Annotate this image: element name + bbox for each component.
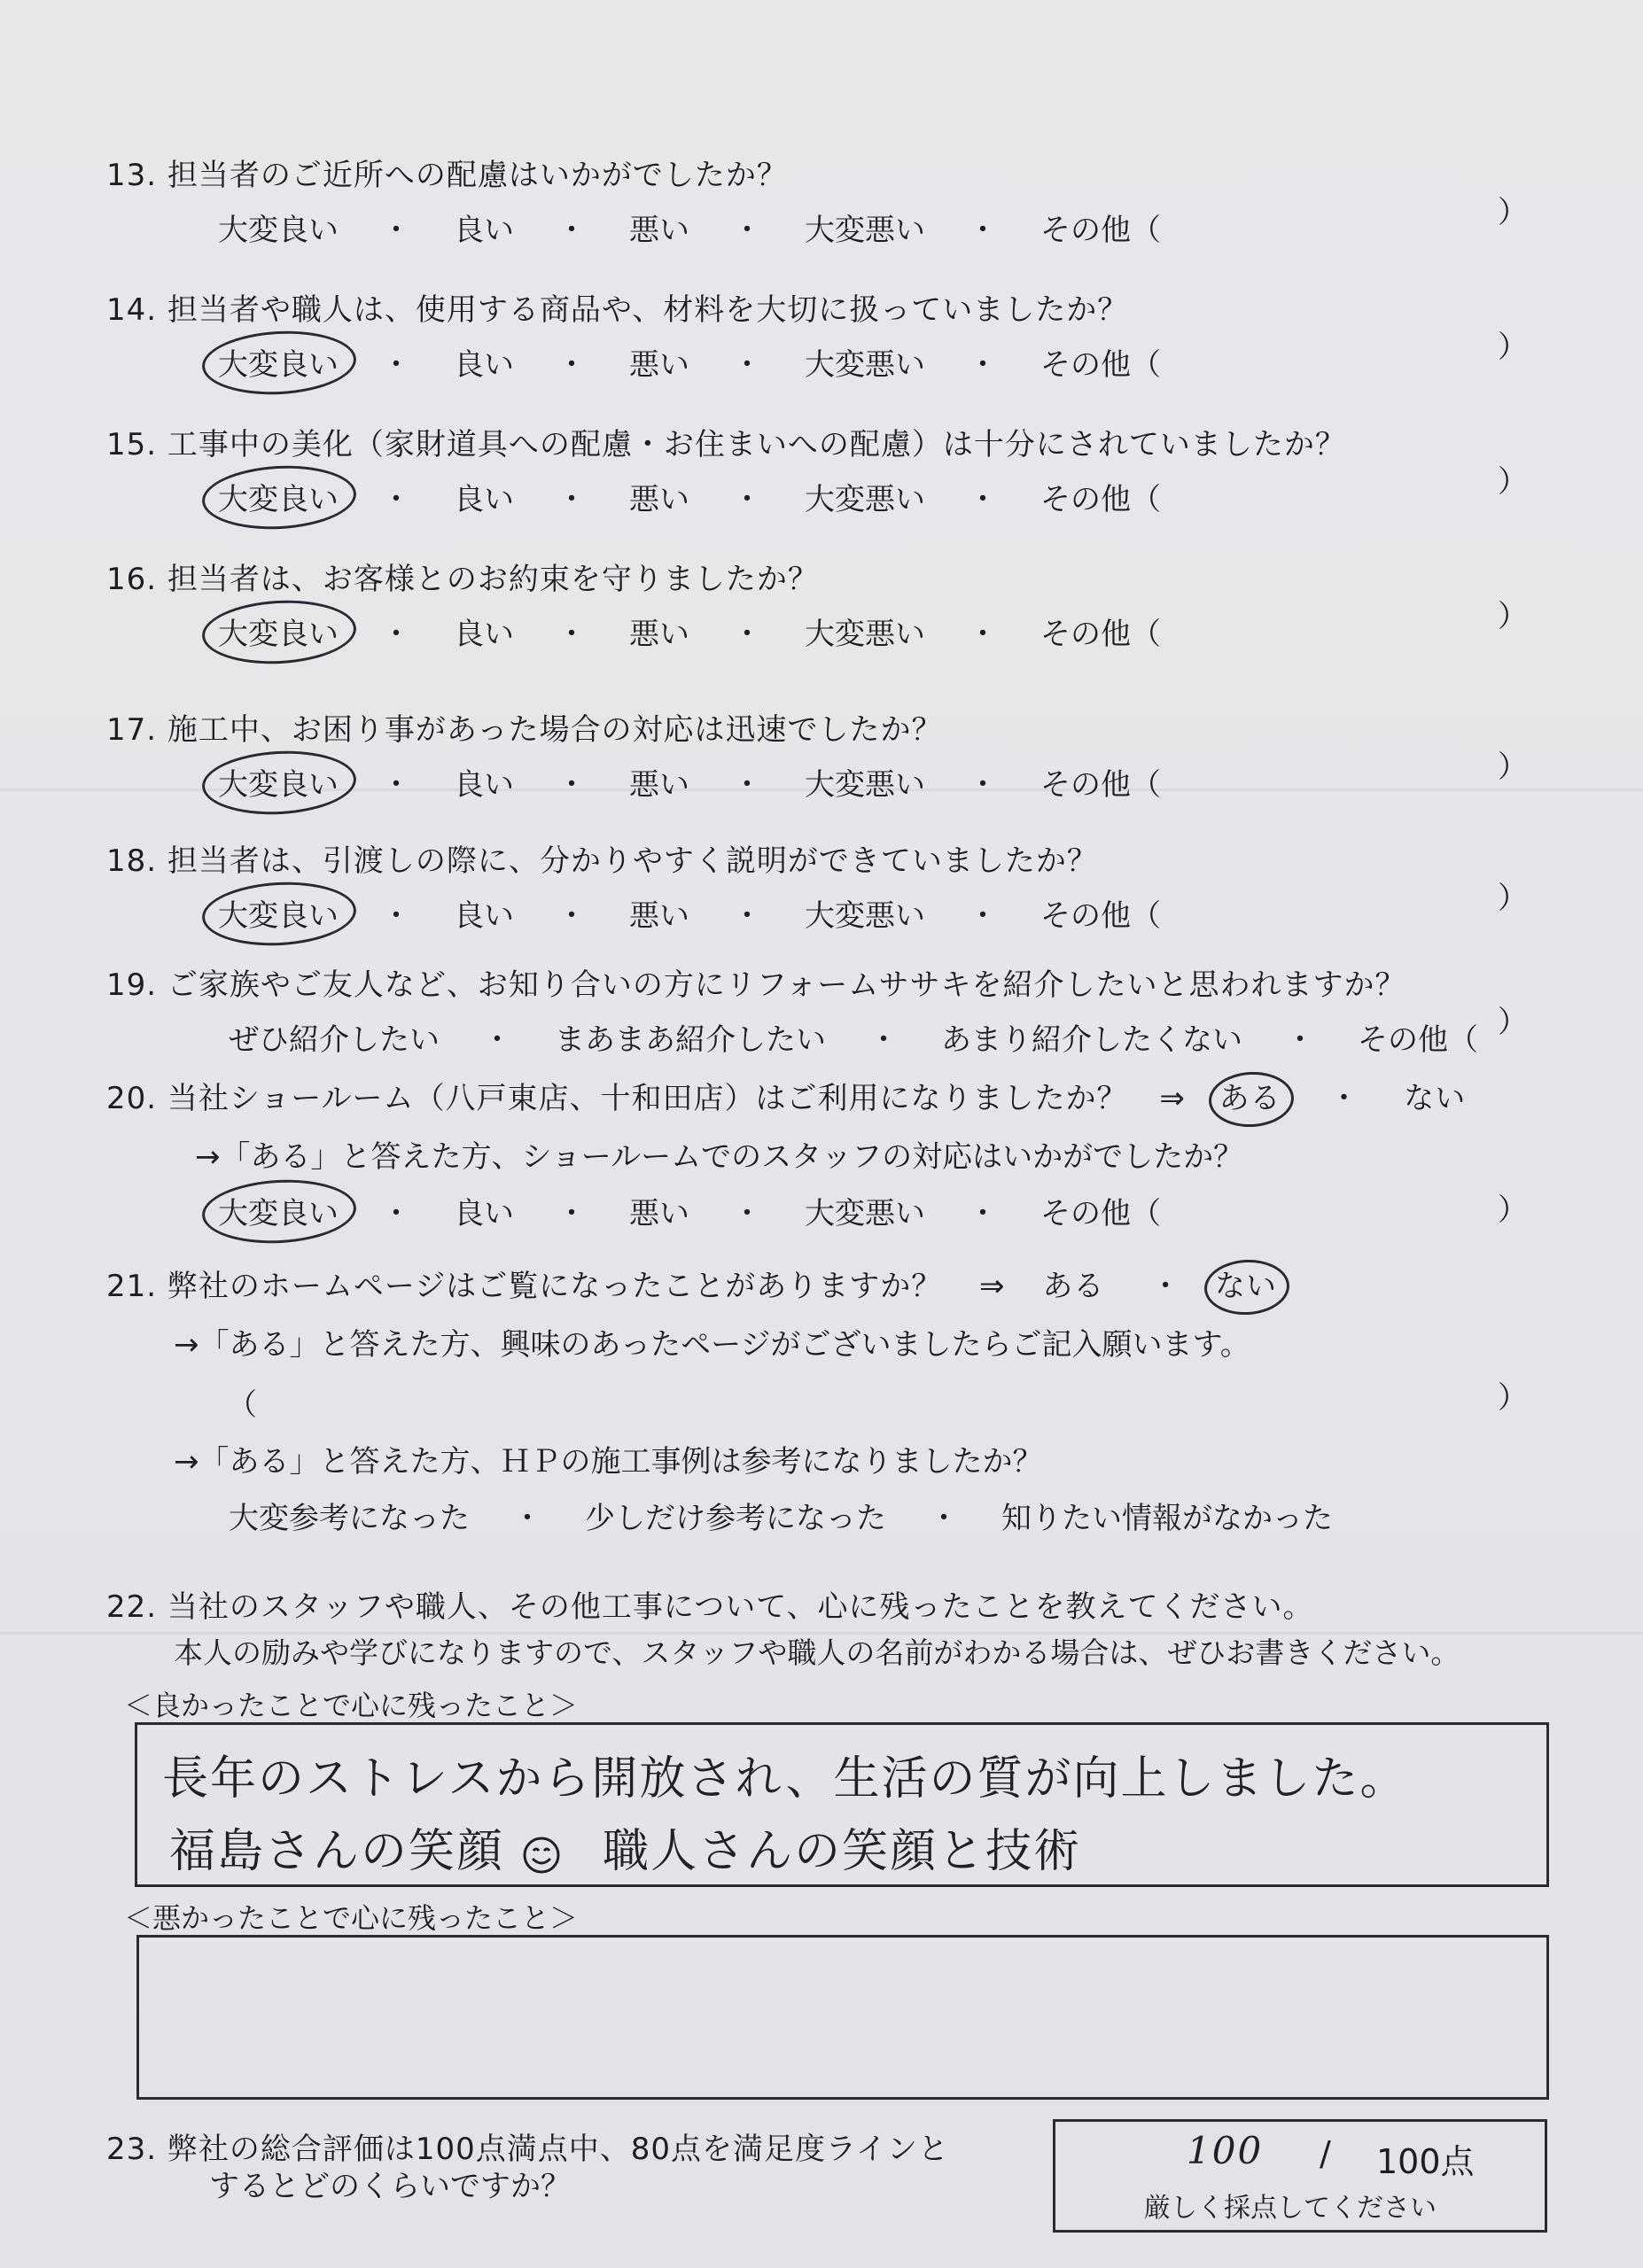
answer-option[interactable]: その他（ xyxy=(1040,482,1161,517)
question-text: 当社ショールーム（八戸東店、十和田店）はご利用になりましたか？ xyxy=(167,1081,1128,1116)
question-15 xyxy=(106,420,1346,463)
answer-option[interactable]: その他（ xyxy=(1040,347,1161,383)
answer-option-circled[interactable]: 大変良い xyxy=(213,760,344,804)
question-number: 16. xyxy=(106,562,167,597)
separator: ・ xyxy=(381,617,411,652)
separator: ・ xyxy=(732,767,762,803)
answer-option[interactable]: その他（ xyxy=(1040,898,1161,934)
separator: ・ xyxy=(557,898,587,934)
question-text: 担当者や職人は、使用する商品や、材料を大切に扱っていましたか？ xyxy=(167,292,1129,328)
close-paren: ） xyxy=(1498,599,1528,634)
good-comment-box[interactable] xyxy=(135,1722,1549,1887)
separator: ・ xyxy=(732,617,762,652)
separator: ・ xyxy=(557,213,587,248)
question-number: 22. xyxy=(106,1589,158,1625)
answer-option[interactable]: 大変悪い xyxy=(805,213,925,248)
answer-option[interactable]: まあまあ紹介したい xyxy=(555,1022,826,1058)
answer-option[interactable]: 悪い xyxy=(629,347,689,383)
separator: ・ xyxy=(1150,1269,1182,1304)
answer-option[interactable]: 悪い xyxy=(629,213,689,248)
separator: ・ xyxy=(968,482,998,517)
score-value: 100 xyxy=(1187,2129,1264,2172)
score-box[interactable] xyxy=(1053,2119,1547,2233)
separator: ・ xyxy=(868,1022,899,1058)
separator: ・ xyxy=(929,1501,959,1536)
question-18 xyxy=(106,836,1098,880)
handwritten-text: 福島さんの笑顔 xyxy=(169,1825,505,1878)
separator: ・ xyxy=(732,1196,762,1231)
handwritten-line-2 xyxy=(169,1814,1081,1880)
separator: ・ xyxy=(732,898,762,934)
score-max: 100点 xyxy=(1376,2142,1475,2181)
answer-option[interactable]: 悪い xyxy=(629,617,689,652)
separator: ・ xyxy=(482,1022,512,1058)
separator: ・ xyxy=(557,1196,587,1231)
close-paren: ） xyxy=(1498,1192,1528,1228)
separator: ・ xyxy=(968,1196,998,1231)
separator: ・ xyxy=(381,347,411,383)
question-text: 弊社のホームページはご覧になったことがありますか？ xyxy=(167,1269,943,1304)
question-14 xyxy=(106,285,1128,329)
separator: ・ xyxy=(732,213,762,248)
separator: ・ xyxy=(381,1196,411,1231)
question-number: 15. xyxy=(106,427,167,462)
separator: ・ xyxy=(512,1501,542,1536)
close-paren: ） xyxy=(1498,881,1528,916)
separator: ・ xyxy=(732,482,762,517)
answer-no-circled[interactable]: ない xyxy=(1214,1269,1277,1304)
answer-option[interactable]: 大変悪い xyxy=(805,898,925,934)
answer-option[interactable]: その他（ xyxy=(1040,213,1161,248)
question-text: 担当者のご近所への配慮はいかがでしたか？ xyxy=(167,158,788,193)
bad-section-label: ＜悪かったことで心に残ったこと＞ xyxy=(124,1901,579,1935)
answer-option[interactable]: 良い xyxy=(454,347,514,383)
answer-option[interactable]: その他（ xyxy=(1040,1196,1161,1231)
question-options xyxy=(213,340,1166,384)
question-text: 担当者は、引渡しの際に、分かりやすく説明ができていましたか？ xyxy=(167,843,1098,879)
question-17 xyxy=(106,705,943,749)
question-number: 14. xyxy=(106,292,167,328)
separator: ・ xyxy=(968,898,998,934)
answer-option[interactable]: 少しだけ参考になった xyxy=(585,1501,886,1536)
separator: ・ xyxy=(557,767,587,803)
question-22 xyxy=(106,1582,1314,1626)
answer-yes[interactable]: ある xyxy=(1042,1269,1105,1304)
answer-option[interactable]: 大変悪い xyxy=(805,347,925,383)
question-options xyxy=(213,610,1166,653)
answer-option[interactable]: 悪い xyxy=(629,898,689,934)
question-16 xyxy=(106,555,819,598)
separator: ・ xyxy=(1328,1081,1360,1116)
answer-yes-circled[interactable]: ある xyxy=(1219,1081,1281,1116)
answer-option[interactable]: 良い xyxy=(454,213,514,248)
separator: ・ xyxy=(968,213,998,248)
answer-option[interactable]: 知りたい情報がなかった xyxy=(1001,1501,1333,1536)
question-number: 19. xyxy=(106,967,167,1003)
question-options xyxy=(223,1015,1483,1059)
bad-comment-box[interactable] xyxy=(136,1935,1549,2100)
question-22-subtext: 本人の励みや学びになりますので、スタッフや職人の名前がわかる場合は、ぜひお書きください。 xyxy=(174,1635,1460,1670)
handwritten-line-1: 長年のストレスから開放され、生活の質が向上しました。 xyxy=(162,1752,1408,1806)
question-number: 20. xyxy=(106,1081,158,1116)
separator: ・ xyxy=(968,347,998,383)
close-paren: ） xyxy=(1498,1380,1528,1416)
answer-option-circled[interactable]: 大変良い xyxy=(213,1189,344,1232)
separator: ・ xyxy=(381,898,411,934)
question-20-followup: →「ある」と答えた方、ショールームでのスタッフの対応はいかがでしたか？ xyxy=(195,1139,1244,1175)
separator: ・ xyxy=(557,617,587,652)
handwritten-text: 職人さんの笑顔と技術 xyxy=(603,1825,1082,1878)
question-number: 13. xyxy=(106,158,167,193)
question-options xyxy=(213,206,1166,249)
separator: ・ xyxy=(1285,1022,1315,1058)
question-text: 工事中の美化（家財道具への配慮・お住まいへの配慮）は十分にされていましたか？ xyxy=(167,427,1346,462)
answer-option[interactable]: その他（ xyxy=(1040,617,1161,652)
separator: ・ xyxy=(557,482,587,517)
question-text: 弊社の総合評価は100点満点中、80点を満足度ラインと xyxy=(167,2132,950,2167)
smiley-face-icon xyxy=(521,1835,562,1876)
question-number: 23. xyxy=(106,2132,158,2167)
question-21-options xyxy=(223,1494,1338,1537)
question-21 xyxy=(106,1262,1277,1305)
close-paren: ） xyxy=(1498,330,1528,365)
separator: ・ xyxy=(968,617,998,652)
question-options xyxy=(213,891,1166,935)
answer-option-circled[interactable]: 大変良い xyxy=(213,340,344,384)
question-options xyxy=(213,760,1166,804)
question-text: 当社のスタッフや職人、その他工事について、心に残ったことを教えてください。 xyxy=(167,1589,1314,1625)
question-number: 17. xyxy=(106,712,167,748)
separator: ・ xyxy=(968,767,998,803)
answer-option[interactable]: 悪い xyxy=(629,482,689,517)
answer-option[interactable]: その他（ xyxy=(1358,1022,1478,1058)
question-options xyxy=(213,475,1166,518)
answer-no[interactable]: ない xyxy=(1404,1081,1467,1116)
answer-option[interactable]: 大変悪い xyxy=(805,1196,925,1231)
close-paren: ） xyxy=(1498,195,1528,230)
answer-option[interactable]: あまり紹介したくない xyxy=(941,1022,1242,1058)
separator: ・ xyxy=(557,347,587,383)
question-number: 21. xyxy=(106,1269,158,1304)
separator: ・ xyxy=(732,347,762,383)
question-text: ご家族やご友人など、お知り合いの方にリフォームササキを紹介したいと思われますか？ xyxy=(167,967,1406,1003)
score-slash: / xyxy=(1320,2134,1331,2173)
question-19 xyxy=(106,960,1406,1004)
question-text: 担当者は、お客様とのお約束を守りましたか？ xyxy=(167,562,819,597)
question-number: 18. xyxy=(106,843,167,879)
answer-option[interactable]: 大変良い xyxy=(218,213,339,248)
answer-option-circled[interactable]: 大変良い xyxy=(213,610,344,653)
question-21-followup-1: →「ある」と答えた方、興味のあったページがございましたらご記入願います。 xyxy=(174,1327,1250,1363)
answer-option[interactable]: 良い xyxy=(454,1196,514,1231)
answer-option[interactable]: 良い xyxy=(454,482,514,517)
separator: ・ xyxy=(381,482,411,517)
question-23-line-2: するとどのくらいですか？ xyxy=(209,2169,571,2204)
answer-option[interactable]: 良い xyxy=(454,617,514,652)
answer-option[interactable]: 悪い xyxy=(629,767,689,803)
answer-option[interactable]: 大変悪い xyxy=(805,767,925,803)
answer-option[interactable]: 大変悪い xyxy=(805,617,925,652)
open-paren: （ xyxy=(227,1387,257,1423)
answer-option[interactable]: 大変悪い xyxy=(805,482,925,517)
answer-option[interactable]: 良い xyxy=(454,767,514,803)
separator: ・ xyxy=(381,213,411,248)
close-paren: ） xyxy=(1498,464,1528,500)
answer-option[interactable]: 良い xyxy=(454,898,514,934)
separator: ・ xyxy=(381,767,411,803)
question-13 xyxy=(106,151,788,194)
question-text: 施工中、お困り事があった場合の対応は迅速でしたか？ xyxy=(167,712,943,748)
question-21-followup-2: →「ある」と答えた方、ＨＰの施工事例は参考になりましたか？ xyxy=(174,1444,1043,1480)
answer-option-circled[interactable]: 大変良い xyxy=(213,891,344,935)
arrow-icon: ⇒ xyxy=(1159,1081,1186,1116)
good-section-label: ＜良かったことで心に残ったこと＞ xyxy=(124,1689,579,1722)
answer-option-circled[interactable]: 大変良い xyxy=(213,475,344,518)
answer-option[interactable]: 大変参考になった xyxy=(229,1501,470,1536)
score-note: 厳しく採点してください xyxy=(1144,2193,1437,2224)
question-20 xyxy=(106,1074,1466,1117)
answer-option[interactable]: その他（ xyxy=(1040,767,1161,803)
question-20-options xyxy=(213,1189,1166,1232)
answer-option[interactable]: ぜひ紹介したい xyxy=(229,1022,440,1058)
close-paren: ） xyxy=(1498,1005,1528,1040)
arrow-icon: ⇒ xyxy=(979,1269,1006,1304)
close-paren: ） xyxy=(1498,750,1528,785)
answer-option[interactable]: 悪い xyxy=(629,1196,689,1231)
